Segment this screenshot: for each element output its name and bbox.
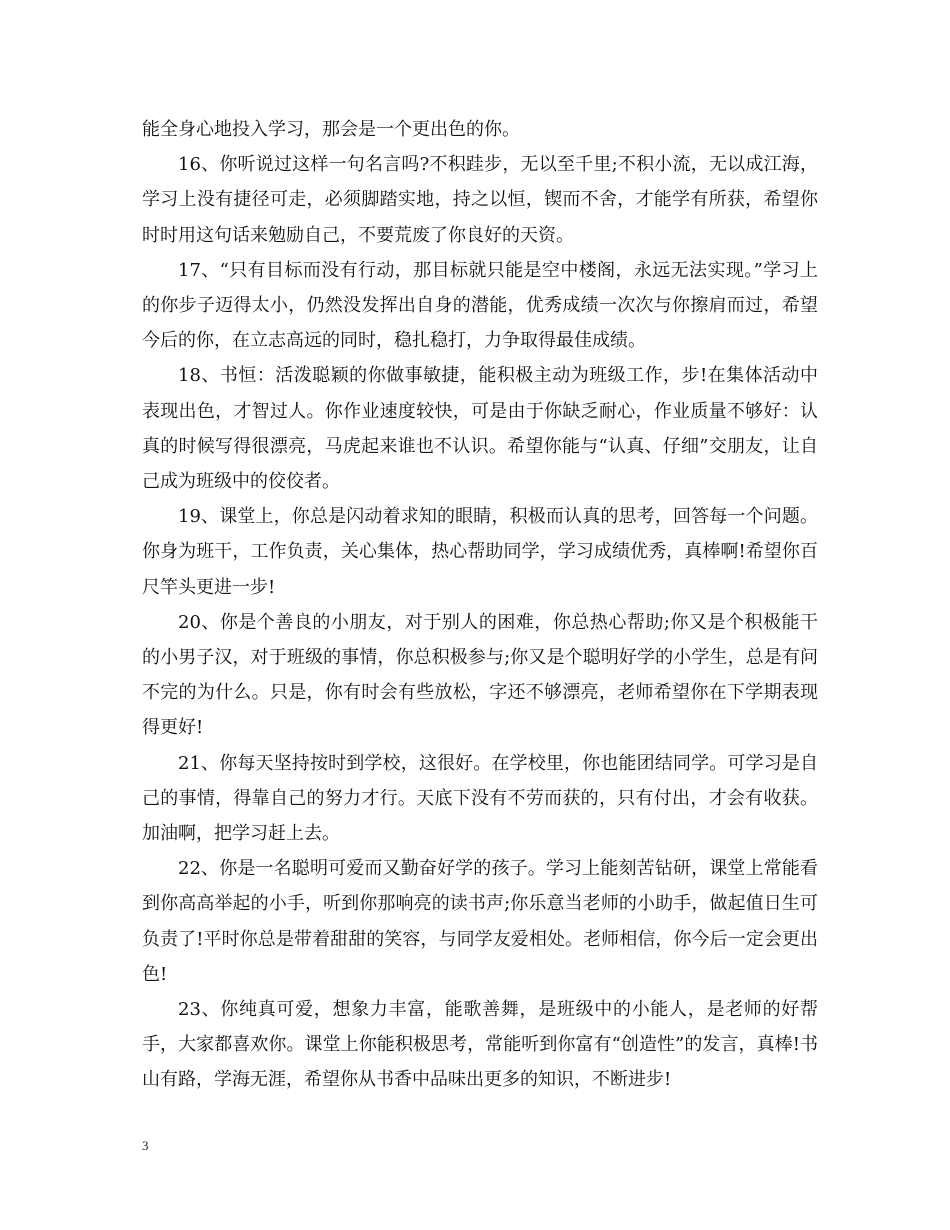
- paragraph-19: 19、课堂上，你总是闪动着求知的眼睛，积极而认真的思考，回答每一个问题。你身为班干，工作负责，关心集体，热心帮助同学，学习成绩优秀，真棒啊!希望你百尺竿头更进一步!: [142, 506, 818, 598]
- document-body: [142, 112, 818, 1098]
- paragraph-18: 18、书恒：活泼聪颖的你做事敏捷，能积极主动为班级工作，步!在集体活动中表现出色，才智过人。你作业速度较快，可是由于你缺乏耐心，作业质量不够好：认真的时候写得很漂亮，马虎起来谁也不认识。希望你能与“认真、仔细”交朋友，让自己成为班级中的佼佼者。: [142, 365, 818, 493]
- paragraph-23: 23、你纯真可爱，想象力丰富，能歌善舞，是班级中的小能人，是老师的好帮手，大家都喜欢你。课堂上你能积极思考，常能听到你富有“创造性”的发言，真棒!书山有路，学海无涯，希望你从书香中品味出更多的知识，不断进步!: [142, 999, 818, 1091]
- paragraph-21: 21、你每天坚持按时到学校，这很好。在学校里，你也能团结同学。可学习是自己的事情，得靠自己的努力才行。天底下没有不劳而获的，只有付出，才会有收获。加油啊，把学习赶上去。: [142, 752, 818, 845]
- page-number: 3: [142, 1138, 149, 1153]
- paragraph-continuation: 能全身心地投入学习，那会是一个更出色的你。: [142, 119, 520, 140]
- paragraph-20: 20、你是个善良的小朋友，对于别人的困难，你总热心帮助;你又是个积极能干的小男子汉，对于班级的事情，你总积极参与;你又是个聪明好学的小学生，总是有问不完的为什么。只是，你有时会有些放松，字还不够漂亮，老师希望你在下学期表现得更好!: [142, 611, 818, 739]
- paragraph-16: 16、你听说过这样一句名言吗?不积跬步，无以至千里;不积小流，无以成江海，学习上没有捷径可走，必须脚踏实地，持之以恒，锲而不舍，才能学有所获，希望你时时用这句话来勉励自己，不要荒废了你良好的天资。: [142, 154, 818, 246]
- paragraph-22: 22、你是一名聪明可爱而又勤奋好学的孩子。学习上能刻苦钻研，课堂上常能看到你高高举起的小手，听到你那响亮的读书声;你乐意当老师的小助手，做起值日生可负责了!平时你总是带着甜甜的笑容，与同学友爱相处。老师相信，你今后一定会更出色!: [142, 858, 818, 985]
- paragraph-17: 17、“只有目标而没有行动，那目标就只能是空中楼阁，永远无法实现。”学习上的你步子迈得太小，仍然没发挥出自身的潜能，优秀成绩一次次与你擦肩而过，希望今后的你，在立志高远的同时，稳扎稳打，力争取得最佳成绩。: [142, 259, 818, 352]
